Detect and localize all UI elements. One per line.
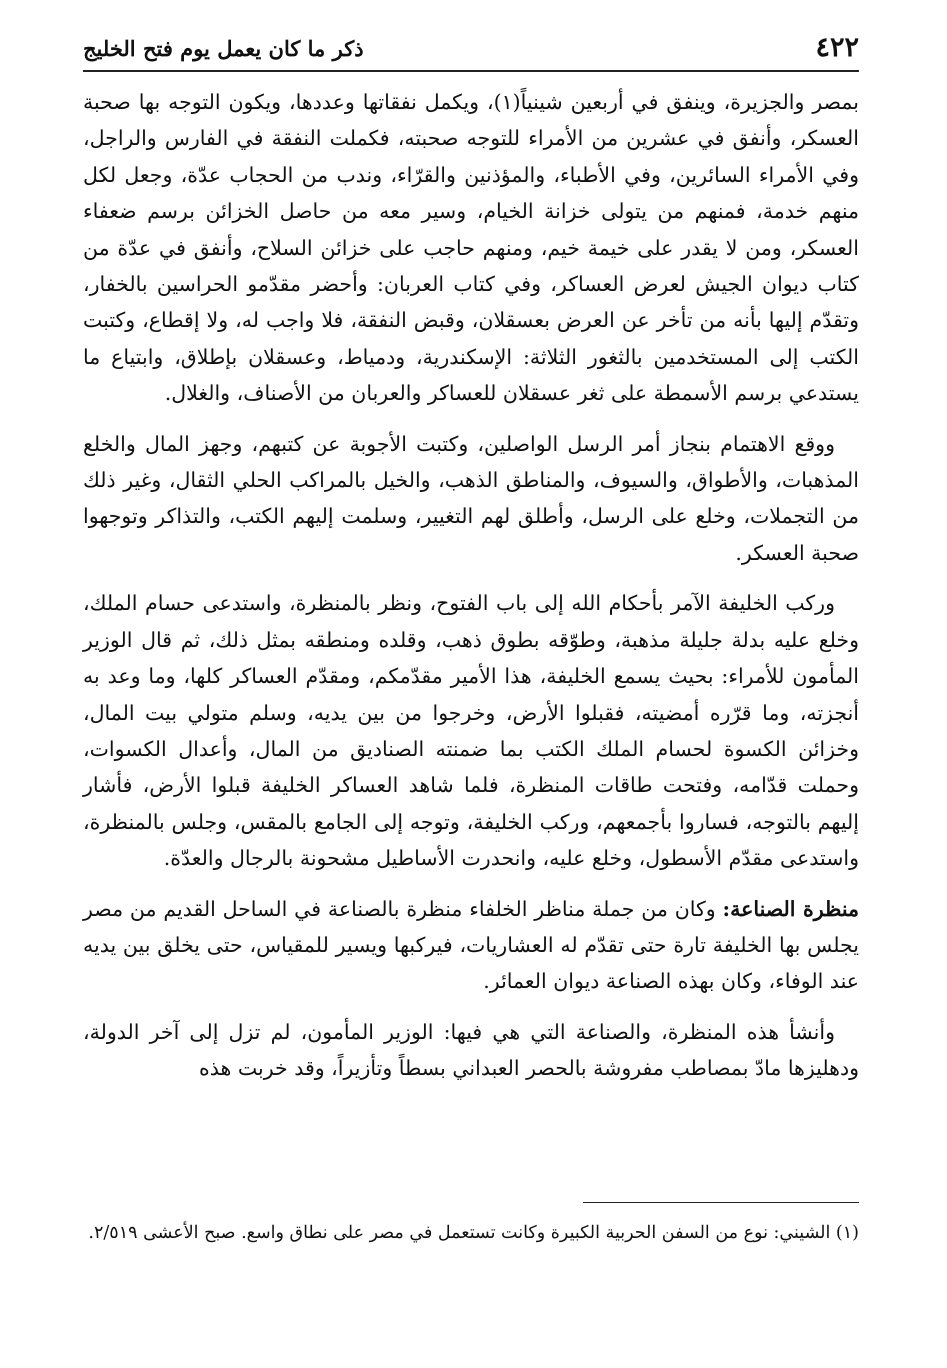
- page-number: ٤٢٢: [815, 32, 859, 63]
- running-title: ذكر ما كان يعمل يوم فتح الخليج: [83, 36, 364, 61]
- footnote-separator: [583, 1202, 859, 1203]
- paragraph-5: وأنشأ هذه المنظرة، والصناعة التي هي فيها: الوزير المأمون، لم تزل إلى آخر الدولة، ودهليزها مادّ بمصاطب مفروشة بالحصر العبداني بسطاً وتأزيراً، وقد خربت هذه: [83, 1019, 859, 1081]
- footnote: (١) الشيني: نوع من السفن الحربية الكبيرة وكانت تستعمل في مصر على نطاق واسع. صبح الأعشى ٢/٥١٩.: [88, 1223, 859, 1243]
- section-paragraph: [83, 891, 859, 1000]
- paragraph-2: ووقع الاهتمام بنجاز أمر الرسل الواصلين، وكتبت الأجوبة عن كتبهم، وجهز المال والخلع المذهبات، والأطواق، والسيوف، والمناطق الذهب، والخيل بالمراكب الحلي الثقال، وغير ذلك من التجملات، وخلع على الرسل، وأطلق لهم التغيير، وسلمت إليهم الكتب، والتذاكر وتوجهوا صحبة العسكر.: [83, 431, 859, 565]
- section-term: منظرة الصناعة:: [722, 896, 859, 921]
- page-header: [83, 28, 859, 72]
- paragraph-1: بمصر والجزيرة، وينفق في أربعين شينياً(١)، ويكمل نفقاتها وعددها، ويكون التوجه بها صحبة العسكر، وأنفق في عشرين من الأمراء للتوجه صحبته، فكملت النفقة في الفارس والراجل، وفي الأمراء السائرين، وفي الأطباء، والمؤذنين والقرّاء، وندب من الحجاب عدّة، وجعل لكل منهم خدمة، فمنهم من يتولى خزانة الخيام، وسير معه من حاصل الخزائن برسم ضعفاء العسكر، ومن لا يقدر على خيمة خيم، ومنهم حاجب على خزائن السلاح، وأنفق في عدّة من كتاب ديوان الجيش لعرض العساكر، وفي كتاب العربان: وأحضر مقدّمو الحراسين بالخفار، وتقدّم إليها بأنه من تأخر عن العرض بعسقلان، وقبض النفقة، فلا واجب له، ولا إقطاع، وكتبت الكتب إلى المستخدمين بالثغور الثلاثة: الإسكندرية، ودمياط، وعسقلان بإطلاق، وابتياع ما يستدعي برسم الأسمطة على ثغر عسقلان للعساكر والعربان من الأصناف، والغلال.: [83, 90, 859, 406]
- paragraph-3: وركب الخليفة الآمر بأحكام الله إلى باب الفتوح، ونظر بالمنظرة، واستدعى حسام الملك، وخلع عليه بدلة جليلة مذهبة، وطوّقه بطوق ذهب، وقلده ومنطقه بمثل ذلك، ثم قال الوزير المأمون للأمراء: بحيث يسمع الخليفة، هذا الأمير مقدّمكم، ومقدّم العساكر كلها، وما وعد به أنجزته، وما قرّره أمضيته، فقبلوا الأرض، وخرجوا من بين يديه، وسلم متولي بيت المال، وخزائن الكسوة لحسام الملك الكتب بما ضمنته الصناديق من المال، وأعدال الكسوات، وحملت قدّامه، وفتحت طاقات المنظرة، فلما شاهد العساكر الخليفة قبلوا الأرض، فأشار إليهم بالتوجه، فساروا بأجمعهم، وركب الخليفة، وتوجه إلى الجامع بالمقس، وجلس بالمنظرة، واستدعى مقدّم الأسطول، وخلع عليه، وانحدرت الأساطيل مشحونة بالرجال والعدّة.: [83, 591, 859, 871]
- section-text: وكان من جملة مناظر الخلفاء منظرة بالصناعة في الساحل القديم من مصر يجلس بها الخليفة تارة حتى تقدّم له العشاريات، فيركبها ويسير للمقياس، حتى يخلق بين يديه عند الوفاء، وكان بهذه الصناعة ديوان العمائر.: [83, 896, 859, 994]
- main-text: [83, 84, 859, 1101]
